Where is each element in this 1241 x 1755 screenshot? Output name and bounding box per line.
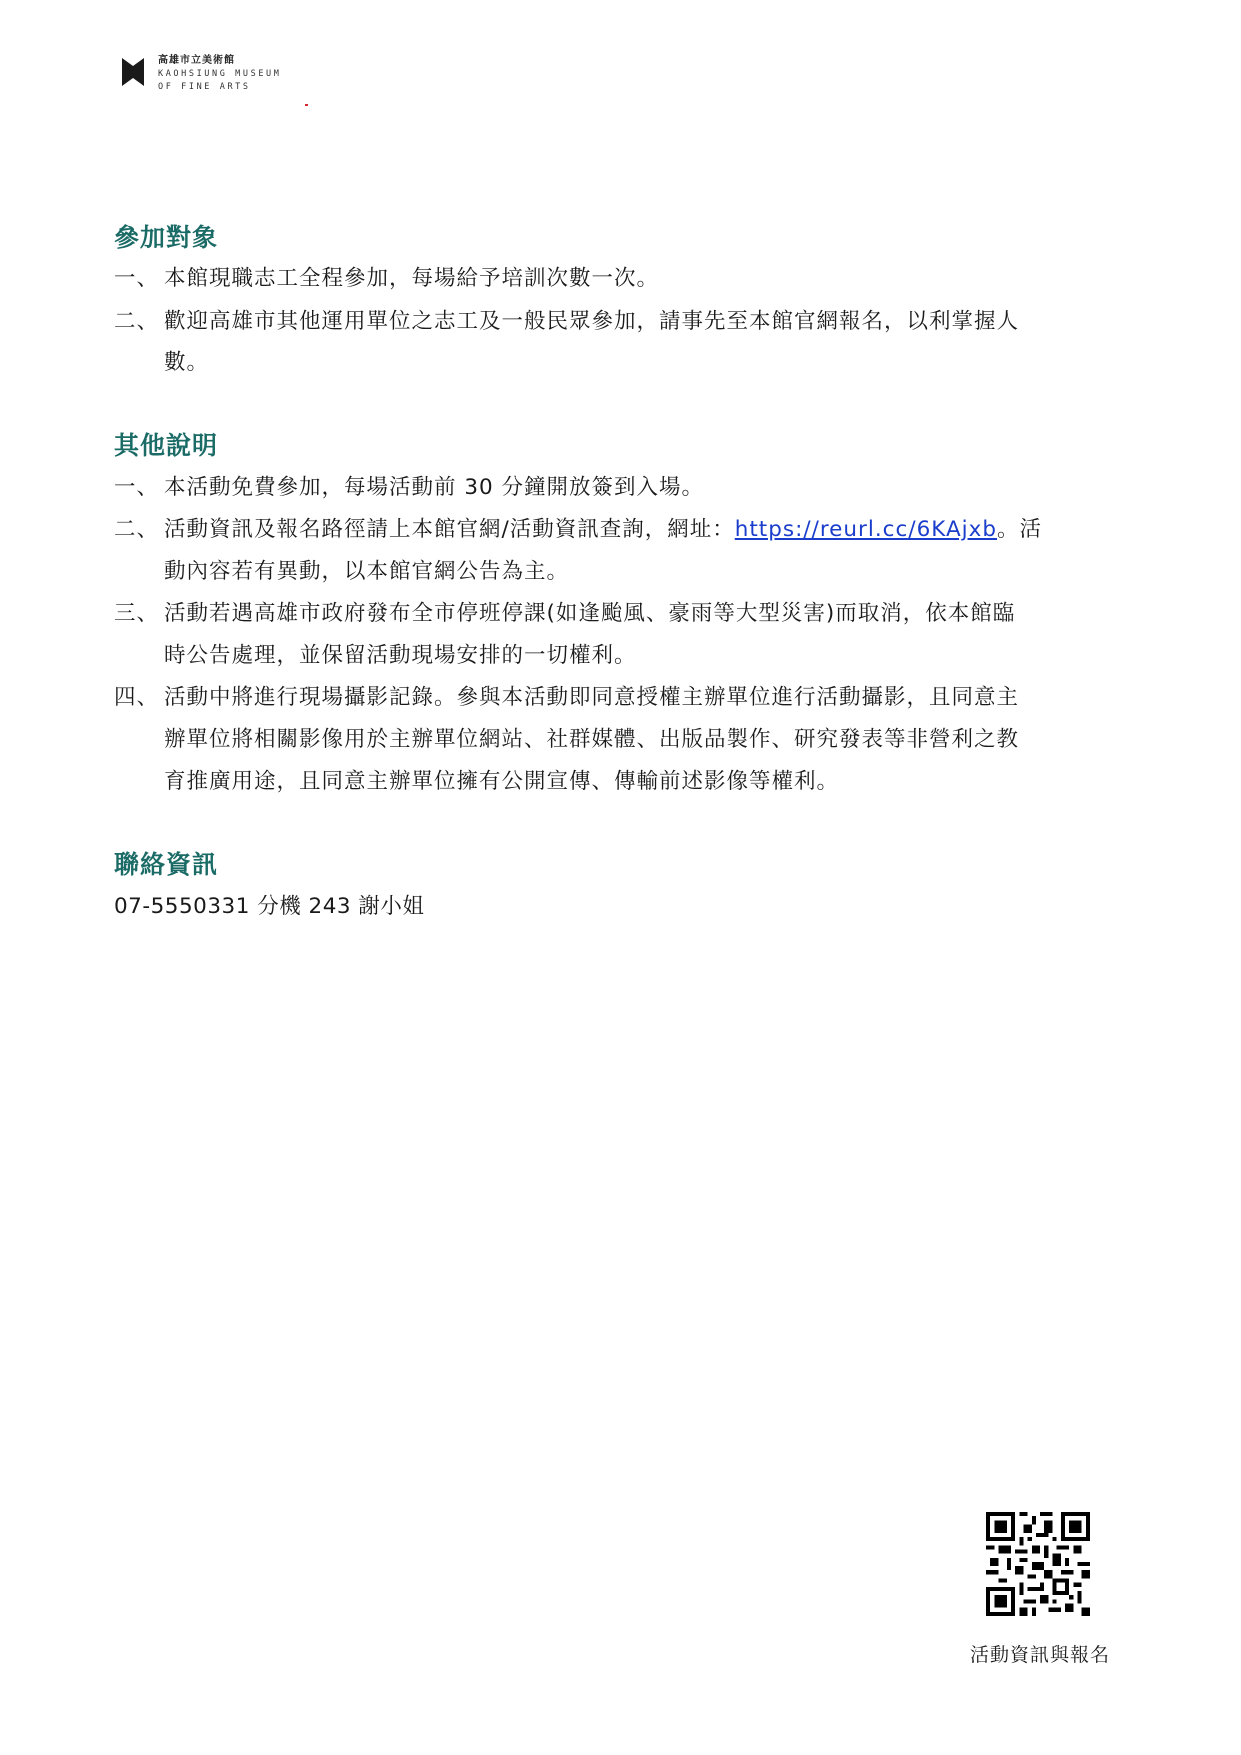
section-title-contact: 聯絡資訊 [114,850,219,879]
item-number: 三、 [114,601,160,626]
notes-item-4-cont-1: 辦單位將相關影像用於主辦單位網站、社群媒體、出版品製作、研究發表等非營利之教 [164,727,1020,752]
museum-logo [122,56,281,96]
logo-english-line1: KAOHSIUNG MUSEUM [158,69,282,79]
item-text-after-link: 。活 [997,517,1043,542]
registration-link[interactable]: https://reurl.cc/6KAjxb [734,517,998,542]
notes-item-2-cont: 動內容若有異動，以本館官網公告為主。 [164,559,570,584]
red-mark [305,104,308,106]
notes-item-4 [114,677,1114,719]
section-title-participants: 參加對象 [114,223,219,252]
notes-item-4-cont-2: 育推廣用途，且同意主辦單位擁有公開宣傳、傳輸前述影像等權利。 [164,769,840,794]
item-text: 歡迎高雄市其他運用單位之志工及一般民眾參加，請事先至本館官網報名，以利掌握人 [164,309,1020,334]
notes-item-1 [114,467,1114,509]
participants-item-2-cont: 數。 [164,350,210,375]
qr-code-icon[interactable] [986,1512,1090,1616]
item-number: 二、 [114,309,160,334]
section-title-notes: 其他說明 [114,431,219,460]
item-number: 一、 [114,475,160,500]
item-text: 活動中將進行現場攝影記錄。參與本活動即同意授權主辦單位進行活動攝影，且同意主 [164,685,1020,710]
contact-text: 07-5550331 分機 243 謝小姐 [114,894,425,919]
logo-chinese-name: 高雄市立美術館 [158,55,235,66]
item-number: 一、 [114,266,160,291]
museum-logo-icon [122,58,144,86]
logo-english-line2: OF FINE ARTS [158,82,251,92]
item-text: 本館現職志工全程參加，每場給予培訓次數一次。 [164,266,660,291]
item-text: 活動若遇高雄市政府發布全市停班停課(如逢颱風、豪雨等大型災害)而取消，依本館臨 [164,601,1016,626]
item-number: 二、 [114,517,160,542]
notes-item-3 [114,593,1114,635]
participants-item-2 [114,301,1114,343]
item-text: 活動資訊及報名路徑請上本館官網/活動資訊查詢，網址： [164,517,735,542]
notes-item-2 [114,509,1114,551]
participants-item-1 [114,258,1114,300]
item-text: 本活動免費參加，每場活動前 30 分鐘開放簽到入場。 [164,475,705,500]
notes-item-3-cont: 時公告處理，並保留活動現場安排的一切權利。 [164,643,637,668]
qr-caption: 活動資訊與報名 [970,1644,1111,1666]
item-number: 四、 [114,685,160,710]
